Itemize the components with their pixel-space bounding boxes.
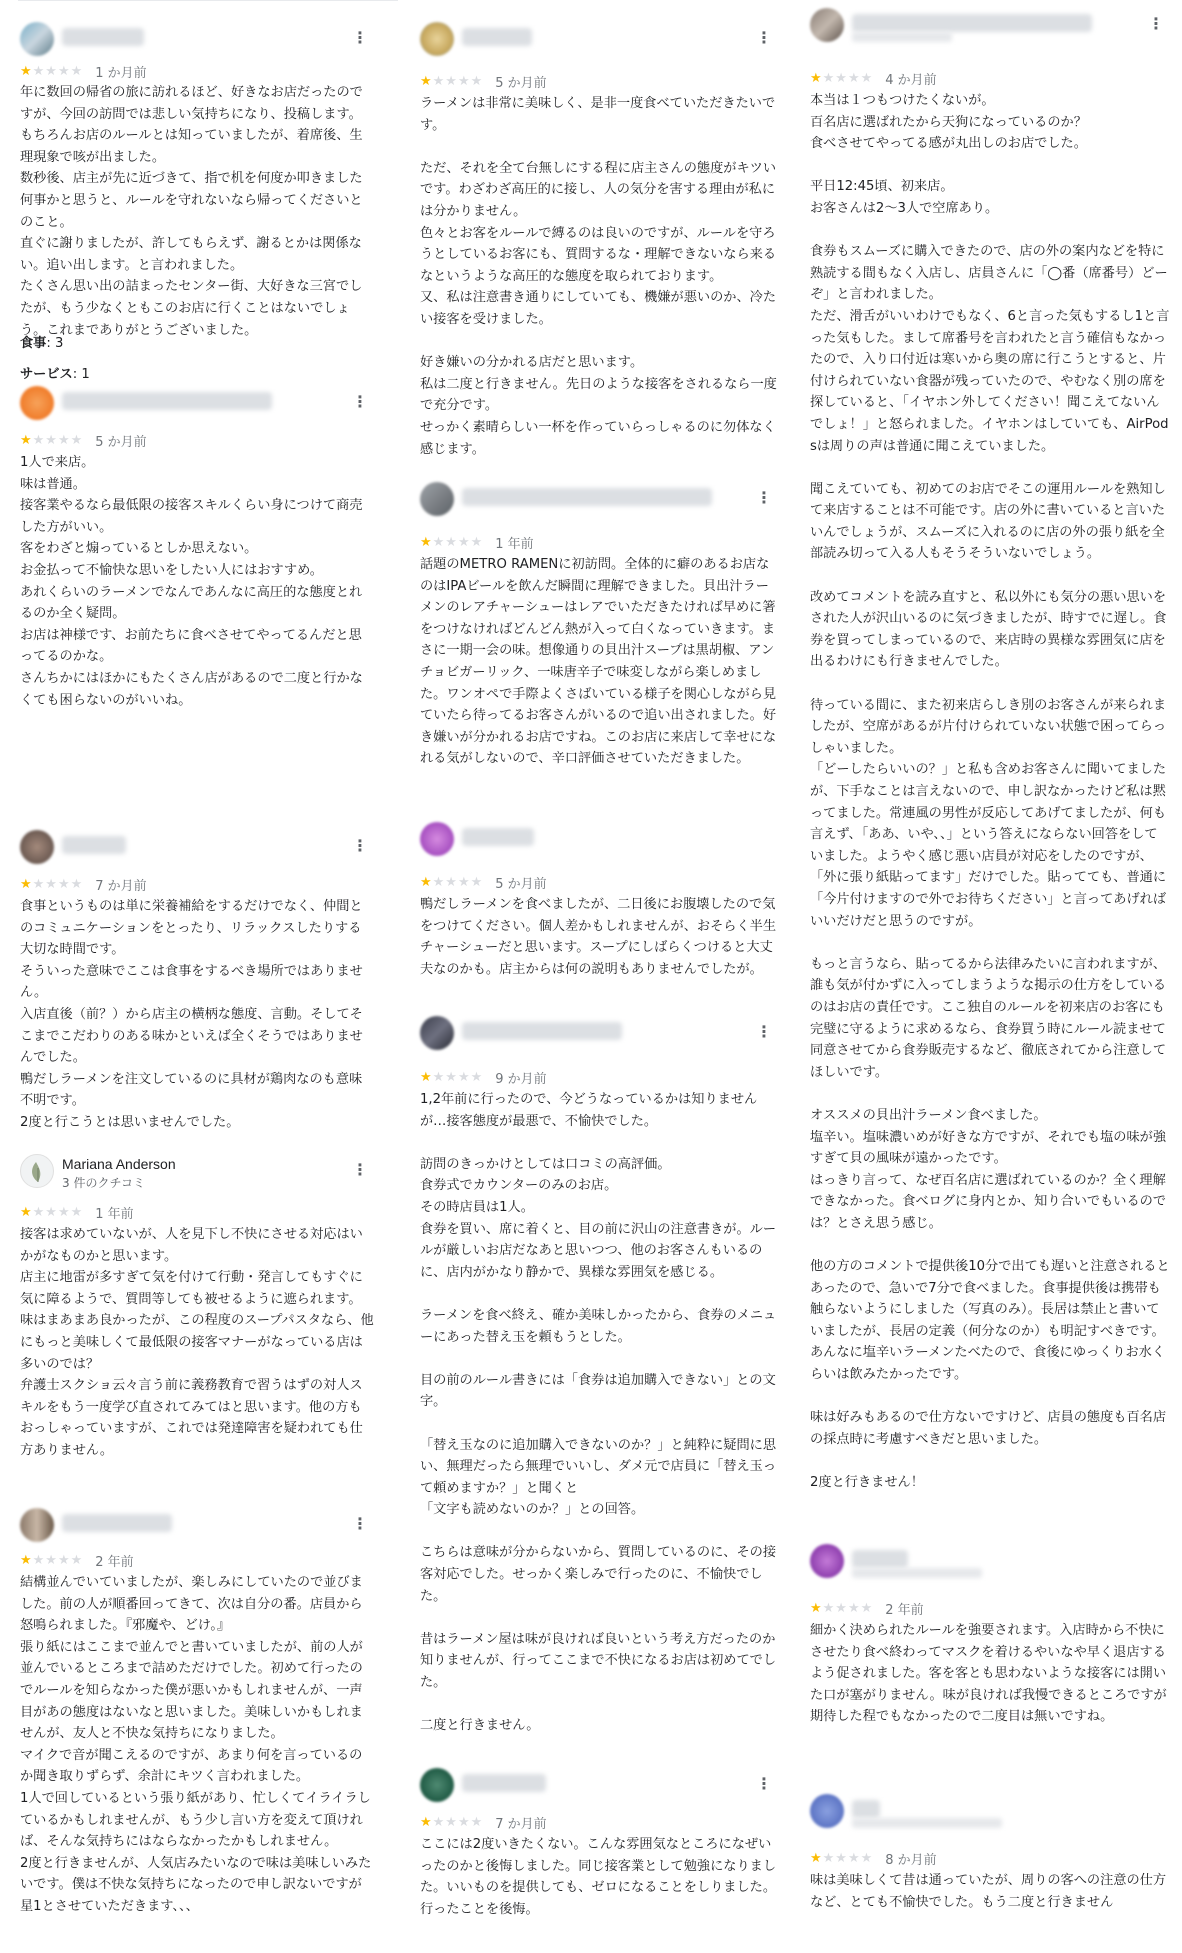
review-date: 1 年前 [495, 536, 534, 552]
review-text: 1,2年前に行ったので、今どうなっているかは知りませんが…接客態度が最悪で、不愉快でした。 訪問のきっかけとしては口コミの高評価。 食券式でカウンターのみのお店。 その時店員は1人。 食券を買い、席に着くと、目の前に沢山の注意書きが。ルールが厳しいお店だなあと思いつつ、他のお客さんもいるのに、店内がかなり静かで、異様な雰囲気を感じる。 ラーメンを食べ終え、確か美味しかったから、食券のメニューにあった替え玉を頼もうとした。 目の前のルール書きには「食券は追加購入できない」との文字。 「替え玉なのに追加購入できないのか？」と純粋に疑問に思い、無理だったら無理でいいし、ダメ元で店員に「替え玉って頼めますか？」と聞くと 「文字も読めないのか？」との回答。 こちらは意味が分からないから、質問しているのに、その接客対応でした。せっかく楽しみで行ったのに、不愉快でした。 昔はラーメン屋は味が良ければ良いという考え方だったのか知りませんが、行ってここまで不快になるお店は初めてでした。 二度と行きません。 [420, 1092, 777, 1734]
avatar[interactable] [810, 1544, 844, 1578]
review-text: 話題のMETRO RAMENに初訪問。全体的に癖のあるお店なのはIPAビールを飲んだ瞬間に理解できました。貝出汁ラーメンのレアチャーシューはレアでいただきたければ早めに箸をつけなければどんどん熱が入って白くなっていきます。まさに一期一会の味。想像通りの貝出汁スープは黒胡椒、アンチョビガーリック、一味唐辛子で味変しながら楽しめました。ワンオペで手際よくさばいている様子を関心しながら見ていたら待ってるお客さんがいるので追い出されました。好き嫌いが分かれるお店ですね。このお店に来店して幸せになれる気がしないので、辛口評価させていただきました。 [420, 557, 777, 767]
reviewer-header [18, 382, 376, 426]
reviewer-name-blurred [462, 488, 712, 506]
avatar[interactable] [420, 22, 454, 56]
review-date: 2 年前 [95, 1554, 134, 1570]
more-options-icon[interactable]: ⋮ [756, 488, 772, 507]
reviewer-header [808, 4, 1172, 48]
reviewer-header [18, 1504, 376, 1548]
review-text: 本当は１つもつけたくないが。 百名店に選ばれたから天狗になっているのか？ 食べさせてやってる感が丸出しのお店でした。 平日12:45頃、初来店。 お客さんは2〜3人で空席あり。 食券もスムーズに購入できたので、店の外の案内などを特に熟読する間もなく入店し、店員さんに「◯番（席番号）どーぞ」と言われました。 ただ、滑舌がいいわけでもなく、6と言った気もするし1と言った気もした。まして席番号を言われたと言う確信もなかったので、入り口付近は寒いから奥の席に行こうとすると、片付けられていない食器が残っていたので、やむなく別の席を探していると、「イヤホン外してください！聞こえてないんでしょ！」と怒られました。イヤホンはしていても、AirPodsは周りの声は普通に聞こえていました。 聞こえていても、初めてのお店でそこの運用ルールを熟知して来店することは不可能です。店の外に書いていると言いたいんでしょうが、スムーズに入れるのに店の外の張り紙を全部読み切って入る人もそうそういないでしょう。 改めてコメントを読み直すと、私以外にも気分の悪い思いをされた人が沢山いるのに気づきましたが、時すでに遅し。食券を買ってしまっているので、来店時の異様な雰囲気に店を出るわけにも行きませんでした。 待っている間に、また初来店らしき別のお客さんが来られましたが、空席があるが片付けられていない状態で困ってらっしゃいました。 「どーしたらいいの？」と私も含めお客さんに聞いてましたが、下手なことは言えないので、申し訳なかったけど私は黙ってました。常連風の男性が反応してあげてましたが、何も言えず、「ああ、いや、、」という答えにならない回答をしていました。ようやく感じ悪い店員が対応をしたのですが、「外に張り紙貼ってます」だけでした。貼ってても、普通に「今片付けますので外でお待ちください」と言ってあげればいいだけだと思うのですが。 もっと言うなら、貼ってるから法律みたいに言われますが、誰も気が付かずに入ってしまうような掲示の仕方をしているのはお店の責任です。ここ独自のルールを初来店のお客にも完璧に守るように求めるなら、食券買う時にルール読ませて同意させてから食券販売するなど、徹底されてから注意してほしいです。 オススメの貝出汁ラーメン食べました。 塩辛い。塩味濃いめが好きな方ですが、それでも塩の味が強すぎて貝の風味が遠かったです。 はっきり言って、なぜ百名店に選ばれているのか？全く理解できなかった。食べログに身内とか、知り合いでもいるのでは？とさえ思う感じ。 他の方のコメントで提供後10分で出ても遅いと注意されるとあったので、急いで7分で食べました。食事提供後は携帯も触らないようにしました（写真のみ）。長居は禁止と書いていましたが、長居の定義（何分なのか）も明記すべきです。あんなに塩辛いラーメンたべたので、食後にゆっくりお水くらいは飲みたかったです。 味は好みもあるので仕方ないですけど、店員の態度も百名店の採点時に考慮すべきだと思いました。 2度と行きません！ [810, 93, 1170, 1490]
rating-row [420, 1814, 547, 1830]
rating-row [20, 63, 147, 79]
reviewer-header [418, 478, 780, 522]
more-options-icon[interactable]: ⋮ [352, 28, 368, 47]
reviewer-review-count: 3 件のクチコミ [62, 1176, 145, 1190]
reviewer-header [418, 1012, 780, 1056]
rating-row [420, 73, 547, 89]
rating-row [20, 876, 147, 892]
reviewer-header [808, 1790, 1172, 1834]
reviewer-name-blurred [852, 1800, 880, 1818]
star-rating: ★★★★★ [20, 63, 84, 79]
reviewer-name-blurred [462, 828, 534, 846]
more-options-icon[interactable]: ⋮ [756, 28, 772, 47]
reviewer-name-blurred [462, 1774, 546, 1792]
reviewer-header [18, 18, 376, 62]
avatar[interactable] [420, 1016, 454, 1050]
star-rating: ★★★★★ [420, 1069, 484, 1085]
review-date: 5 か月前 [495, 75, 547, 91]
reviewer-name-blurred [62, 392, 272, 410]
avatar[interactable] [810, 8, 844, 42]
review-text: 鴨だしラーメンを食べましたが、二日後にお腹壊したので気をつけてください。個人差かもしれませんが、おそらく半生チャーシューだと思います。スープにしばらくつけると大丈夫なのかも。店主からは何の説明もありませんでしたが。 [420, 897, 777, 977]
star-rating: ★★★★★ [810, 1850, 874, 1866]
review-date: 5 か月前 [495, 876, 547, 892]
review-text: ここには2度いきたくない。こんな雰囲気なところになぜいったのかと後悔しました。同じ接客業として勉強になりました。いいものを提供しても、ゼロになることをしりました。行ったことを後悔。 [420, 1837, 777, 1917]
reviewer-header [418, 1764, 780, 1808]
reviewer-name-blurred [62, 1514, 172, 1532]
more-options-icon[interactable]: ⋮ [352, 1160, 368, 1179]
review-text: 1人で来店。 味は普通。 接客業やるなら最低限の接客スキルくらい身につけて商売した方がいい。 客をわざと煽っているとしか思えない。 お金払って不愉快な思いをしたい人にはおすすめ。 あれくらいのラーメンでなんであんなに高圧的な態度とれるのか全く疑問。 お店は神様です、お前たちに食べさせてやってるんだと思ってるのかな。 さんちかにはほかにもたくさん店があるので二度と行かなくても困らないのがいいね。 [20, 455, 363, 708]
avatar[interactable] [20, 386, 54, 420]
reviewer-header [418, 18, 780, 62]
star-rating: ★★★★★ [420, 73, 484, 89]
reviewer-header [18, 1150, 376, 1194]
review-date: 7 か月前 [495, 1816, 547, 1832]
star-rating: ★★★★★ [420, 874, 484, 890]
more-options-icon[interactable]: ⋮ [1148, 14, 1164, 33]
avatar[interactable] [20, 1154, 54, 1188]
reviewer-header [808, 1540, 1172, 1584]
review-date: 9 か月前 [495, 1071, 547, 1087]
rating-row [810, 1850, 937, 1866]
star-rating: ★★★★★ [810, 70, 874, 86]
review-date: 1 年前 [95, 1206, 134, 1222]
star-rating: ★★★★★ [420, 534, 484, 550]
avatar[interactable] [420, 1768, 454, 1802]
review-text: 細かく決められたルールを強要されます。入店時から不快にさせたり食べ終わってマスクを着けるやいなや早く退店するよう促されました。客を客とも思わないような接客には開いた口が塞がりません。味が良ければ我慢できるところですが期待した程でもなかったので二度目は無いですね。 [810, 1623, 1167, 1725]
reviewer-header [18, 826, 376, 870]
reviewer-name-blurred [852, 1550, 908, 1568]
reviewer-name-blurred [852, 14, 1092, 32]
review-text: ラーメンは非常に美味しく、是非一度食べていただきたいです。 ただ、それを全て台無しにする程に店主さんの態度がキツいです。わざわざ高圧的に接し、人の気分を害する理由が私には分かりません。 色々とお客をルールで縛るのは良いのですが、ルールを守ろうとしているお客にも、質問するな・理解できないなら来るなというような高圧的な態度を取られております。 又、私は注意書き通りにしていても、機嫌が悪いのか、冷たい接客を受けました。 好き嫌いの分かれる店だと思います。 私は二度と行きません。先日のような接客をされるなら一度で充分です。 せっかく素晴らしい一杯を作っていらっしゃるのに勿体なく感じます。 [420, 96, 777, 457]
review-date: 4 か月前 [885, 72, 937, 88]
review-text: 結構並んでいていましたが、楽しみにしていたので並びました。前の人が順番回ってきて、次は自分の番。店員から怒鳴られました。『邪魔や、どけ。』 張り紙にはここまで並んでと書いていましたが、前の人が並んでいるところまで詰めただけでした。初めて行ったのでルールを知らなかった僕が悪いかもしれませんが、一声目があの態度はないなと思いました。美味しいかもしれませんが、友人と不快な気持ちになりました。 マイクで音が聞こえるのですが、あまり何を言っているのか聞き取りずらず、余計にキツく言われました。 1人で回しているという張り紙があり、忙しくてイライラしているかもしれませんが、もう少し言い方を変えて頂ければ、そんな気持ちにはならなかったかもしれません。 2度と行きませんが、人気店みたいなので味は美味しいみたいです。僕は不快な気持ちになったので申し訳ないですが星1とさせていただきます、、、 [20, 1575, 372, 1914]
rating-row [20, 1204, 134, 1220]
divider [18, 0, 398, 1]
rating-row [420, 874, 547, 890]
more-options-icon[interactable]: ⋮ [352, 836, 368, 855]
more-options-icon[interactable]: ⋮ [756, 1774, 772, 1793]
rating-row [420, 1069, 547, 1085]
reviewer-sub-blurred [852, 32, 952, 42]
food-score: 食事: 3 [20, 336, 64, 351]
review-date: 2 年前 [885, 1602, 924, 1618]
reviewer-sub-blurred [852, 1568, 982, 1578]
review-date: 8 か月前 [885, 1852, 937, 1868]
reviewer-header [418, 818, 780, 862]
avatar[interactable] [20, 1508, 54, 1542]
review-date: 1 か月前 [95, 65, 147, 81]
avatar[interactable] [810, 1794, 844, 1828]
reviewer-name[interactable]: Mariana Anderson [62, 1156, 176, 1172]
star-rating: ★★★★★ [420, 1814, 484, 1830]
reviewer-name-blurred [462, 28, 532, 46]
avatar[interactable] [20, 22, 54, 56]
star-rating: ★★★★★ [20, 1552, 84, 1568]
service-score: サービス: 1 [20, 367, 90, 382]
star-rating: ★★★★★ [20, 1204, 84, 1220]
reviewer-sub-blurred [852, 1818, 1002, 1828]
avatar[interactable] [20, 830, 54, 864]
rating-row [20, 432, 147, 448]
star-rating: ★★★★★ [20, 432, 84, 448]
star-rating: ★★★★★ [20, 876, 84, 892]
more-options-icon[interactable]: ⋮ [352, 392, 368, 411]
review-date: 7 か月前 [95, 878, 147, 894]
reviewer-name-blurred [462, 1022, 622, 1040]
rating-row [810, 1600, 924, 1616]
star-rating: ★★★★★ [810, 1600, 874, 1616]
avatar[interactable] [420, 822, 454, 856]
review-date: 5 か月前 [95, 434, 147, 450]
review-text: 接客は求めていないが、人を見下し不快にさせる対応はいかがなものかと思います。 店主に地雷が多すぎて気を付けて行動・発言してもすぐに気に障るようで、質問等しても被せるように遮られます。 味はまあまあ良かったが、この程度のスープパスタなら、他にもっと美味しくて最低限の接客マナーがなっている店は多いのでは？ 弁護士スクショ云々言う前に義務教育で習うはずの対人スキルをもう一度学び直されてみてはと思います。他の方もおっしゃっていますが、これでは発達障害を疑われても仕方ありません。 [20, 1227, 374, 1458]
more-options-icon[interactable]: ⋮ [352, 1514, 368, 1533]
leaf-avatar-icon [21, 1155, 54, 1188]
rating-row [420, 534, 534, 550]
more-options-icon[interactable]: ⋮ [756, 1022, 772, 1041]
review-text: 食事というものは単に栄養補給をするだけでなく、仲間とのコミュニケーションをとったり、リラックスしたりする大切な時間です。 そういった意味でここは食事をするべき場所ではありません。 入店直後（前？）から店主の横柄な態度、言動。そしてそこまでこだわりのある味かといえば全くそうではありませんでした。 鴨だしラーメンを注文しているのに具材が鶏肉なのも意味不明です。 2度と行こうとは思いませんでした。 [20, 899, 363, 1130]
reviewer-name-blurred [62, 836, 126, 854]
rating-row [810, 70, 937, 86]
review-text: 年に数回の帰省の旅に訪れるほど、好きなお店だったのですが、今回の訪問では悲しい気持ちになり、投稿します。 もちろんお店のルールとは知っていましたが、着席後、生理現象で咳が出ました。 数秒後、店主が先に近づきて、指で机を何度か叩きました 何事かと思うと、ルールを守れないなら帰ってくださいとのこと。 直ぐに謝りましたが、許してもらえず、謝るとかは関係ない。追い出します。と言われました。 たくさん思い出の詰まったセンター街、大好きな三宮でしたが、もう少なくともこのお店に行くことはないでしょう。これまでありがとうございました。 [20, 85, 363, 338]
avatar[interactable] [420, 482, 454, 516]
review-text: 味は美味しくて昔は通っていたが、周りの客への注意の仕方など、とても不愉快でした。もう二度と行きません [810, 1873, 1167, 1910]
rating-row [20, 1552, 134, 1568]
reviewer-name-blurred [62, 28, 144, 46]
